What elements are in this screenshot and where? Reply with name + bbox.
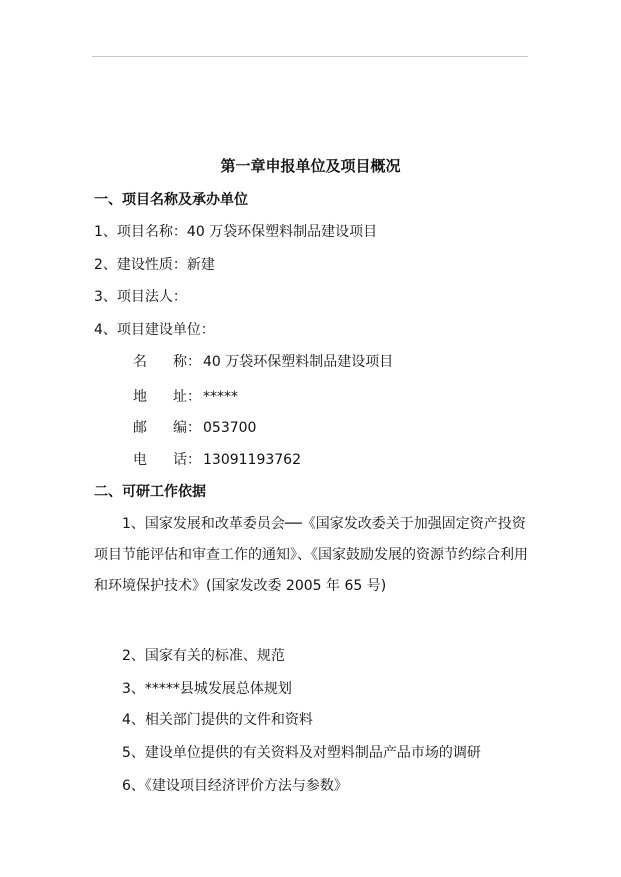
field-label-phone-b: 话： (173, 452, 201, 468)
chapter-title: 第一章申报单位及项目概况 (220, 157, 401, 175)
basis-item-2: 2、国家有关的标准、规范 (122, 648, 285, 664)
field-value-address: ***** (203, 389, 238, 405)
basis-item-6: 6、《建设项目经济评价方法与参数》 (122, 778, 348, 794)
item-construction-nature: 2、建设性质：新建 (94, 257, 215, 273)
header-rule (92, 56, 528, 57)
basis-item-3: 3、*****县城发展总体规划 (122, 681, 292, 697)
field-value-name: 40 万袋环保塑料制品建设项目 (203, 354, 394, 370)
item-construction-unit: 4、项目建设单位： (94, 322, 215, 338)
basis-paragraph-1: 1、国家发展和改革委员会──《国家发改委关于加强固定资产投资项目节能评估和审查工作的通知》、《国家鼓励发展的资源节约综合利用和环境保护技术》(国家发改委 2005 年 65 号) (94, 516, 528, 594)
item-legal-person: 3、项目法人： (94, 289, 187, 305)
basis-item-5: 5、建设单位提供的有关资料及对塑料制品产品市场的调研 (122, 745, 481, 761)
field-label-name-a: 名 (133, 354, 147, 370)
section2-heading: 二、可研工作依据 (94, 484, 206, 500)
field-label-phone-a: 电 (133, 452, 147, 468)
field-label-postcode-a: 邮 (133, 420, 147, 436)
field-label-phone (133, 451, 201, 469)
field-label-name (133, 353, 201, 371)
field-label-postcode-b: 编： (173, 420, 201, 436)
item-project-name: 1、项目名称：40 万袋环保塑料制品建设项目 (94, 224, 378, 240)
basis-item-4: 4、相关部门提供的文件和资料 (122, 712, 313, 728)
field-value-phone: 13091193762 (203, 452, 301, 468)
field-label-address-a: 地 (133, 389, 147, 405)
field-label-address-b: 址： (173, 389, 201, 405)
field-label-address (133, 388, 201, 406)
field-label-name-b: 称： (173, 354, 201, 370)
section1-heading: 一、项目名称及承办单位 (94, 192, 248, 208)
field-label-postcode (133, 419, 201, 437)
field-value-postcode: 053700 (203, 420, 257, 436)
